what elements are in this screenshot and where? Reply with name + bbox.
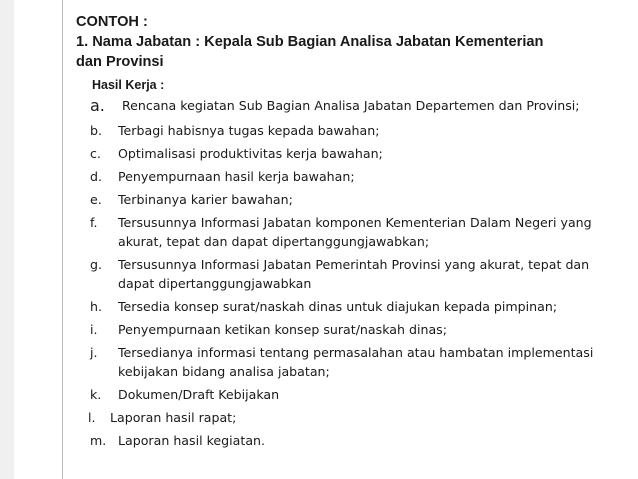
list-marker: j. <box>90 345 98 360</box>
list-item-text: Penyempurnaan hasil kerja bawahan; <box>118 169 355 184</box>
list-marker: a. <box>90 96 105 115</box>
section-heading: Hasil Kerja : <box>92 78 165 92</box>
list-item <box>90 190 610 209</box>
left-margin-band <box>0 0 14 479</box>
list-item <box>90 144 610 163</box>
list-marker: h. <box>90 299 102 314</box>
list-item-text: Optimalisasi produktivitas kerja bawahan; <box>118 146 383 161</box>
list-marker: e. <box>90 192 102 207</box>
list-item <box>90 343 610 381</box>
list-item <box>90 408 610 427</box>
list-marker: g. <box>90 257 102 272</box>
list-item <box>90 385 610 404</box>
list-item-text: Rencana kegiatan Sub Bagian Analisa Jabatan Departemen dan Provinsi; <box>122 98 580 113</box>
list-marker: c. <box>90 146 101 161</box>
list-item <box>90 320 610 339</box>
result-list <box>90 96 610 454</box>
list-item <box>90 213 610 251</box>
list-marker: b. <box>90 123 102 138</box>
list-marker: l. <box>88 410 96 425</box>
list-item-text: Dokumen/Draft Kebijakan <box>118 387 280 402</box>
list-marker: m. <box>90 433 107 448</box>
list-item-text: Tersedia konsep surat/naskah dinas untuk diajukan kepada pimpinan; <box>118 299 558 314</box>
list-item-text: Tersedianya informasi tentang permasalahan atau hambatan implementasi kebijakan bidang analisa jabatan; <box>118 345 594 379</box>
list-item <box>90 255 610 293</box>
list-item <box>90 121 610 140</box>
list-item-text: Laporan hasil rapat; <box>110 410 237 425</box>
title-line-1: CONTOH : <box>76 14 148 30</box>
list-item <box>90 96 610 115</box>
left-vertical-rule <box>62 0 63 479</box>
list-item <box>90 167 610 186</box>
list-item-text: Tersusunnya Informasi Jabatan Pemerintah Provinsi yang akurat, tepat dan dapat dipertanggungjawabkan <box>118 257 590 291</box>
list-item-text: Laporan hasil kegiatan. <box>118 433 266 448</box>
list-item <box>90 297 610 316</box>
list-item <box>90 431 610 450</box>
title-line-3: dan Provinsi <box>76 54 164 70</box>
slide-title <box>76 12 616 72</box>
list-marker: f. <box>90 215 98 230</box>
list-item-text: Terbagi habisnya tugas kepada bawahan; <box>118 123 380 138</box>
title-line-2: 1. Nama Jabatan : Kepala Sub Bagian Analisa Jabatan Kementerian <box>76 34 544 50</box>
list-item-text: Penyempurnaan ketikan konsep surat/naskah dinas; <box>118 322 447 337</box>
list-item-text: Tersusunnya Informasi Jabatan komponen Kementerian Dalam Negeri yang akurat, tepat dan dapat dipertanggungjawabkan; <box>118 215 592 249</box>
list-marker: k. <box>90 387 102 402</box>
list-marker: d. <box>90 169 102 184</box>
list-marker: i. <box>90 322 98 337</box>
list-item-text: Terbinanya karier bawahan; <box>118 192 293 207</box>
